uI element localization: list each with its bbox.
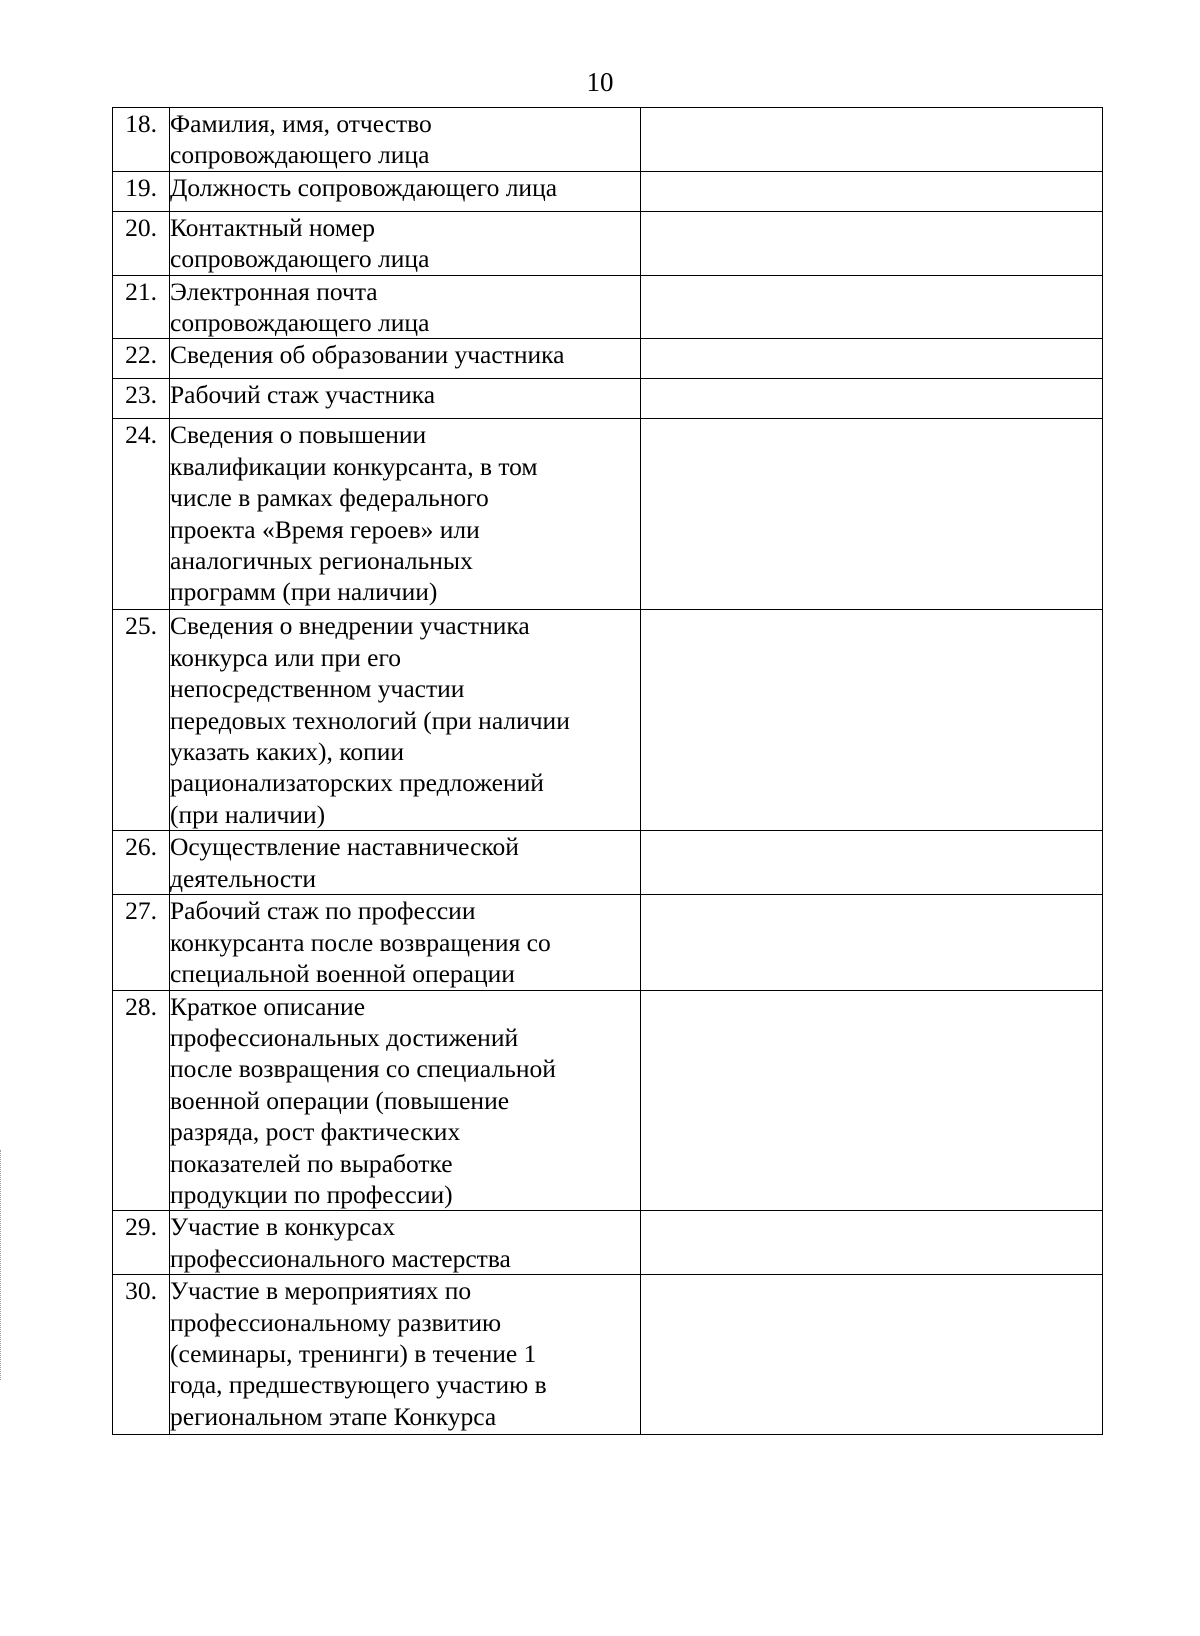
row-number: 25.	[113, 610, 170, 831]
row-number: 22.	[113, 339, 170, 379]
table-row-23	[113, 379, 1103, 419]
row-number: 23.	[113, 379, 170, 419]
row-number: 28.	[113, 990, 170, 1211]
row-label: Осуществление наставнической деятельности	[170, 831, 641, 895]
table-row-30	[113, 1275, 1103, 1435]
row-value-field[interactable]	[641, 108, 1103, 172]
row-value-field[interactable]	[641, 895, 1103, 990]
page-number: 10	[586, 67, 614, 97]
row-value-field[interactable]	[641, 610, 1103, 831]
row-number: 21.	[113, 275, 170, 339]
row-number: 30.	[113, 1275, 170, 1435]
row-number: 19.	[113, 171, 170, 211]
row-value-field[interactable]	[641, 1211, 1103, 1275]
row-value-field[interactable]	[641, 171, 1103, 211]
row-number: 20.	[113, 211, 170, 275]
row-value-field[interactable]	[641, 275, 1103, 339]
table-row-25	[113, 610, 1103, 831]
participant-form-table	[112, 107, 1103, 1435]
table-row-18	[113, 108, 1103, 172]
row-number: 29.	[113, 1211, 170, 1275]
table-row-28	[113, 990, 1103, 1211]
row-label: Контактный номер сопровождающего лица	[170, 211, 641, 275]
row-value-field[interactable]	[641, 990, 1103, 1211]
table-row-22	[113, 339, 1103, 379]
table-row-19	[113, 171, 1103, 211]
row-label: Сведения об образовании участника	[170, 339, 641, 379]
row-label: Сведения о повышении квалификации конкурсанта, в том числе в рамках федерального проекта «Время героев» или аналогичных региональных программ (при наличии)	[170, 419, 641, 610]
row-number: 24.	[113, 419, 170, 610]
row-value-field[interactable]	[641, 379, 1103, 419]
row-number: 26.	[113, 831, 170, 895]
table-row-20	[113, 211, 1103, 275]
row-value-field[interactable]	[641, 339, 1103, 379]
row-label: Рабочий стаж участника	[170, 379, 641, 419]
row-value-field[interactable]	[641, 1275, 1103, 1435]
row-label: Рабочий стаж по профессии конкурсанта после возвращения со специальной военной операции	[170, 895, 641, 990]
row-label: Участие в конкурсах профессионального мастерства	[170, 1211, 641, 1275]
row-label: Фамилия, имя, отчество сопровождающего лица	[170, 108, 641, 172]
row-label: Электронная почта сопровождающего лица	[170, 275, 641, 339]
table-row-26	[113, 831, 1103, 895]
table-row-21	[113, 275, 1103, 339]
row-label: Участие в мероприятиях по профессиональному развитию (семинары, тренинги) в течение 1 года, предшествующего участию в региональном этапе Конкурса	[170, 1275, 641, 1435]
row-number: 27.	[113, 895, 170, 990]
row-label: Должность сопровождающего лица	[170, 171, 641, 211]
table-row-29	[113, 1211, 1103, 1275]
row-value-field[interactable]	[641, 831, 1103, 895]
row-label: Сведения о внедрении участника конкурса или при его непосредственном участии передовых технологий (при наличии указать каких), копии рационализаторских предложений (при наличии)	[170, 610, 641, 831]
scan-edge-artifact	[0, 1150, 2, 1380]
table-row-24	[113, 419, 1103, 610]
table-row-27	[113, 895, 1103, 990]
row-label: Краткое описание профессиональных достижений после возвращения со специальной военной операции (повышение разряда, рост фактических показателей по выработке продукции по профессии)	[170, 990, 641, 1211]
row-number: 18.	[113, 108, 170, 172]
row-value-field[interactable]	[641, 211, 1103, 275]
row-value-field[interactable]	[641, 419, 1103, 610]
